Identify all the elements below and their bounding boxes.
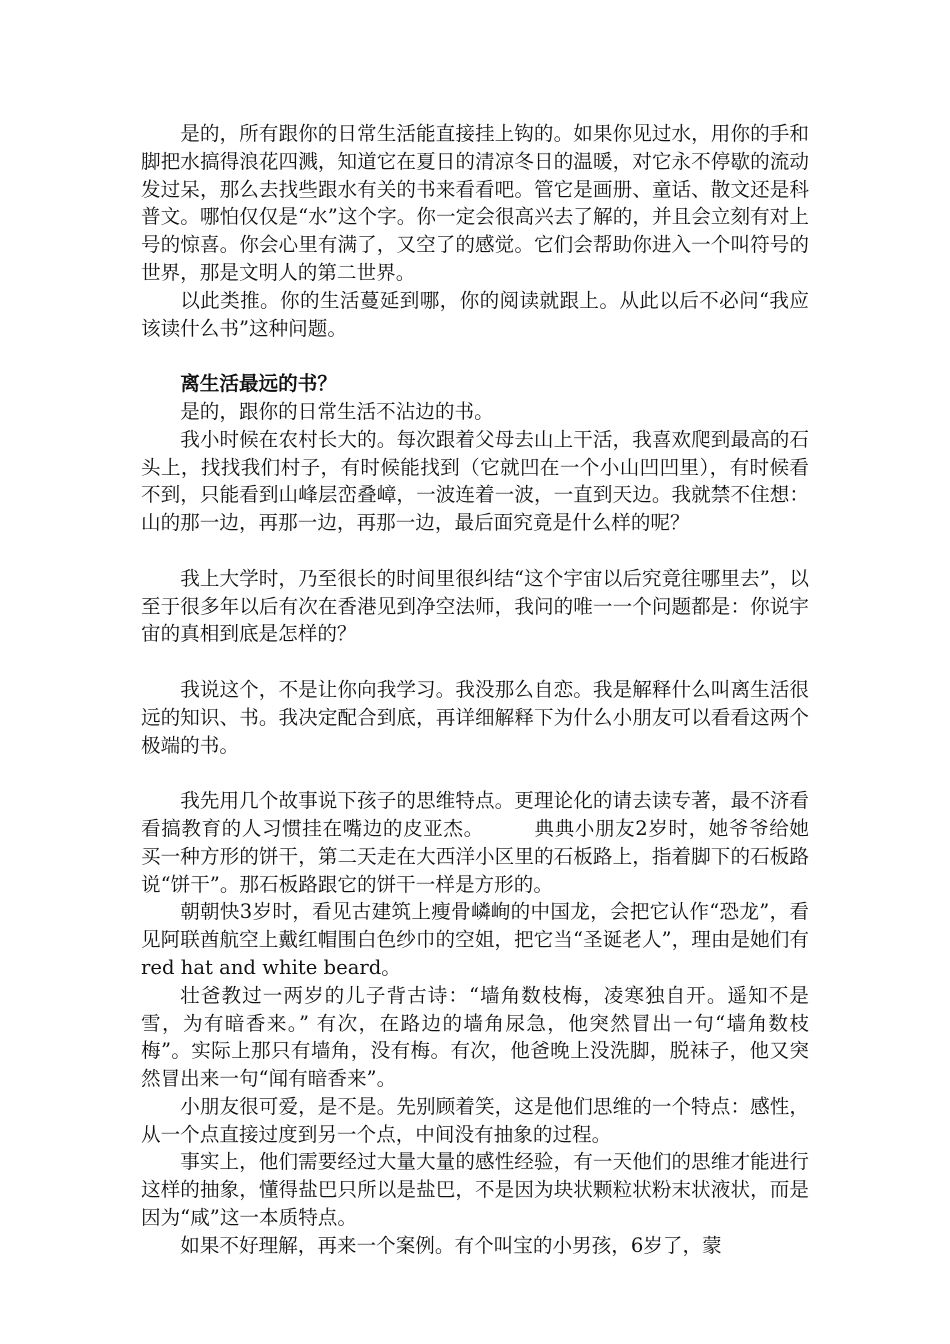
- paragraph-gap: [141, 537, 809, 565]
- paragraph-childhood-mountains: 我小时候在农村长大的。每次跟着父母去山上干活，我喜欢爬到最高的石头上，找找我们村子，有时候能找到（它就凹在一个小山凹凹里），有时候看不到，只能看到山峰层峦叠嶂，一波连着一波，一直到天边。我就禁不住想：山的那一边，再那一边，再那一边，最后面究竟是什么样的呢？: [141, 427, 809, 535]
- paragraph-explanation: 我说这个，不是让你向我学习。我没那么自恋。我是解释什么叫离生活很远的知识、书。我决定配合到底，再详细解释下为什么小朋友可以看看这两个极端的书。: [141, 677, 809, 757]
- paragraph-universe-question: 我上大学时，乃至很长的时间里很纠结“这个宇宙以后究竟往哪里去”，以至于很多年以后有次在香港见到净空法师，我问的唯一一个问题都是：你说宇宙的真相到底是怎样的？: [141, 566, 809, 646]
- section-heading: 离生活最远的书？: [180, 372, 337, 396]
- paragraph-abstraction: 事实上，他们需要经过大量大量的感性经验，有一天他们的思维才能进行这样的抽象，懂得盐巴只所以是盐巴，不是因为块状颗粒状粉末状液状，而是因为“咸”这一本质特点。: [141, 1150, 809, 1230]
- paragraph-another-case: 如果不好理解，再来一个案例。有个叫宝的小男孩，6岁了，蒙: [180, 1233, 722, 1257]
- paragraph-zhaozhao-story: 朝朝快3岁时，看见古建筑上瘦骨嶙峋的中国龙，会把它认作“恐龙”，看见阿联酋航空上戴红帽围白色纱巾的空姐，把它当“圣诞老人”，理由是她们有red hat and white beard。: [141, 900, 809, 979]
- paragraph-water-books: 是的，所有跟你的日常生活能直接挂上钩的。如果你见过水，用你的手和脚把水搞得浪花四溅，知道它在夏日的清凉冬日的温暖，对它永不停歇的流动发过呆，那么去找些跟水有关的书来看看吧。管它是画册、童话、散文还是科普文。哪怕仅仅是“水”这个字。你一定会很高兴去了解的，并且会立刻有对上号的惊喜。你会心里有满了，又空了的感觉。它们会帮助你进入一个叫符号的世界，那是文明人的第二世界。: [141, 122, 809, 284]
- paragraph-gap: [141, 759, 809, 787]
- document-page: [141, 120, 809, 1260]
- paragraph-unrelated-books: 是的，跟你的日常生活不沾边的书。: [180, 399, 494, 423]
- paragraph-gap: [141, 342, 809, 370]
- paragraph-child-thinking: 我先用几个故事说下孩子的思维特点。更理论化的请去读专著，最不济看看搞教育的人习惯挂在嘴边的皮亚杰。 典典小朋友2岁时，她爷爷给她买一种方形的饼干，第二天走在大西洋小区里的石板路上，指着脚下的石板路说“饼干”。那石板路跟它的饼干一样是方形的。: [141, 789, 809, 896]
- paragraph-children-cute: 小朋友很可爱，是不是。先别顾着笑，这是他们思维的一个特点：感性，从一个点直接过度到另一个点，中间没有抽象的过程。: [141, 1094, 809, 1146]
- paragraph-poem-story: 壮爸教过一两岁的儿子背古诗：“墙角数枝梅，凌寒独自开。遥知不是雪，为有暗香来。” 有次，在路边的墙角尿急，他突然冒出一句“墙角数枝梅”。实际上那只有墙角，没有梅。有次，他爸晚上没洗脚，脱袜子，他又突然冒出来一句“闻有暗香来”。: [141, 983, 809, 1091]
- paragraph-reading-follows-life: 以此类推。你的生活蔓延到哪，你的阅读就跟上。从此以后不必问“我应该读什么书”这种问题。: [141, 288, 809, 340]
- paragraph-gap: [141, 648, 809, 676]
